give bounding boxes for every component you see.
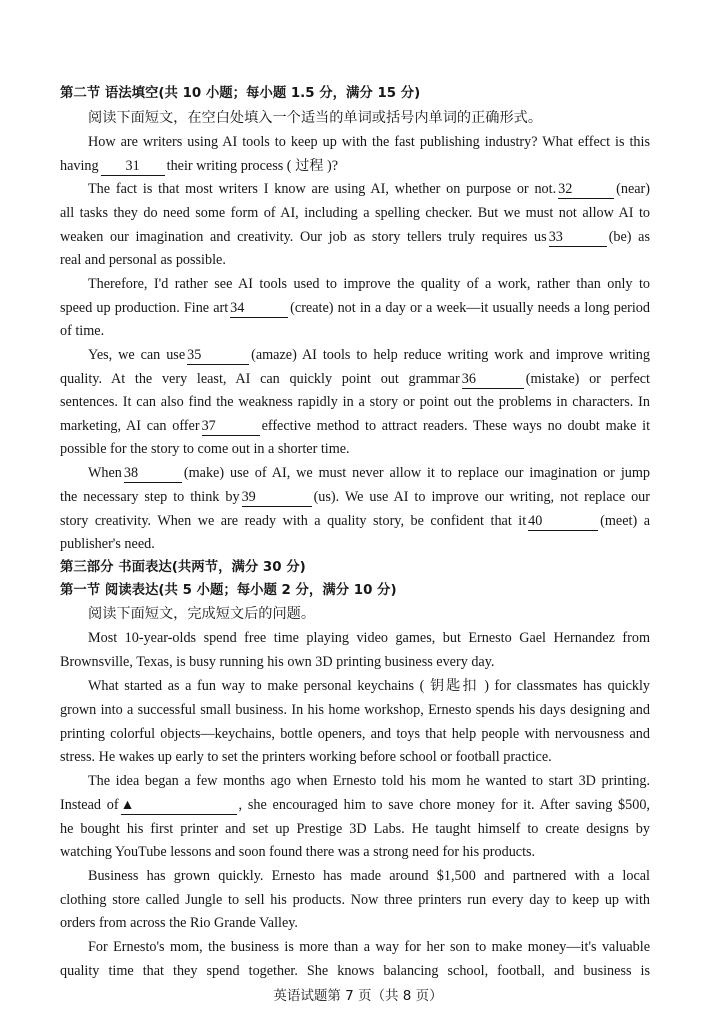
reading-line: Business has grown quickly. Ernesto has made around $1,500 and partnered with a local <box>88 868 650 884</box>
reading-line: stress. He wakes up early to set the printers working before school or football practice. <box>60 749 552 765</box>
reading-line: he bought his first printer and set up Prestige 3D Labs. He taught himself to create designs by <box>60 821 650 837</box>
passage-line: When 38 (make) use of AI, we must never allow it to replace our imagination or jump <box>88 465 650 481</box>
passage-line: Yes, we can use 35 (amaze) AI tools to help reduce writing work and improve writing <box>88 347 650 363</box>
passage-line: weaken our imagination and creativity. Our job as story tellers truly requires us 33 (be) as <box>60 229 650 245</box>
blank-35[interactable]: 35 <box>187 347 249 365</box>
part3-title: 第三部分 书面表达(共两节，满分 30 分) <box>60 560 306 575</box>
page-footer: 英语试题第 7 页（共 8 页） <box>273 988 443 1004</box>
blank-37[interactable]: 37 <box>202 418 260 436</box>
part3-instruction: 阅读下面短文，完成短文后的问题。 <box>88 606 316 622</box>
reading-line: watching YouTube lessons and soon found there was a strong need for his products. <box>60 844 536 860</box>
reading-line: printing colorful objects—keychains, bottle openers, and toys that help people with nervousness and <box>60 726 650 742</box>
section2-title: 第二节 语法填空(共 10 小题；每小题 1.5 分，满分 15 分) <box>60 86 421 101</box>
reading-line: For Ernesto's mom, the business is more than a way for her son to make money—it's valuable <box>88 939 650 955</box>
reading-line: quality time that they spend together. She knows balancing school, football, and business is <box>60 963 650 979</box>
reading-line: The idea began a few months ago when Ernesto told his mom he wanted to start 3D printing. <box>88 773 650 789</box>
passage-line: story creativity. When we are ready with a quality story, be confident that it 40 (meet) a <box>60 513 650 529</box>
blank-39[interactable]: 39 <box>242 489 312 507</box>
reading-line: Most 10-year-olds spend free time playing video games, but Ernesto Gael Hernandez from <box>88 630 650 646</box>
passage-line: publisher's need. <box>60 536 155 552</box>
passage-line: Therefore, I'd rather see AI tools used to improve the quality of a work, rather than only to <box>88 276 650 292</box>
reading-line: Brownsville, Texas, is busy running his own 3D printing business every day. <box>60 654 495 670</box>
blank-34[interactable]: 34 <box>230 300 288 318</box>
reading-line: grown into a successful small business. In his home workshop, Ernesto spends his days designing and <box>60 702 650 718</box>
passage-line: speed up production. Fine art 34 (create) not in a day or a week—it usually needs a long period <box>60 300 650 316</box>
passage-line: How are writers using AI tools to keep up with the fast publishing industry? What effect is this <box>88 134 650 150</box>
section2-instruction: 阅读下面短文，在空白处填入一个适当的单词或括号内单词的正确形式。 <box>88 110 543 126</box>
blank-32[interactable]: 32 <box>558 181 614 199</box>
passage-line: possible for the story to come out in a shorter time. <box>60 441 350 457</box>
passage-line: real and personal as possible. <box>60 252 226 268</box>
reading-line: orders from across the Rio Grande Valley. <box>60 915 298 931</box>
passage-line: the necessary step to think by 39 (us). We use AI to improve our writing, not replace our <box>60 489 650 505</box>
blank-38[interactable]: 38 <box>124 465 182 483</box>
passage-line: all tasks they do need some form of AI, including a spelling checker. But we must not allow AI to <box>60 205 650 221</box>
part3-section1-title: 第一节 阅读表达(共 5 小题；每小题 2 分，满分 10 分) <box>60 583 397 598</box>
passage-line: The fact is that most writers I know are using AI, whether on purpose or not. 32 (near) <box>88 181 650 197</box>
blank-36[interactable]: 36 <box>462 371 524 389</box>
passage-line: quality. At the very least, AI can quickly point out grammar 36 (mistake) or perfect <box>60 371 650 387</box>
passage-line: marketing, AI can offer 37 effective method to attract readers. These ways no doubt make it <box>60 418 651 434</box>
answer-blank-triangle[interactable]: ▲ <box>121 797 237 815</box>
blank-40[interactable]: 40 <box>528 513 598 531</box>
blank-31[interactable]: 31 <box>101 158 165 176</box>
reading-line: What started as a fun way to make personal keychains ( 钥匙扣 ) for classmates has quickly <box>88 678 650 694</box>
passage-line: having 31 their writing process ( 过程 )? <box>60 158 339 174</box>
reading-line: clothing store called Jungle to sell his products. Now three printers run every day to keep up with <box>60 892 650 908</box>
passage-line: sentences. It can also find the weakness rapidly in a story or point out the problems in characters. In <box>60 394 650 410</box>
blank-33[interactable]: 33 <box>549 229 607 247</box>
passage-line: of time. <box>60 323 105 339</box>
reading-line: Instead of ▲ , she encouraged him to save chore money for it. After saving $500, <box>60 797 650 813</box>
